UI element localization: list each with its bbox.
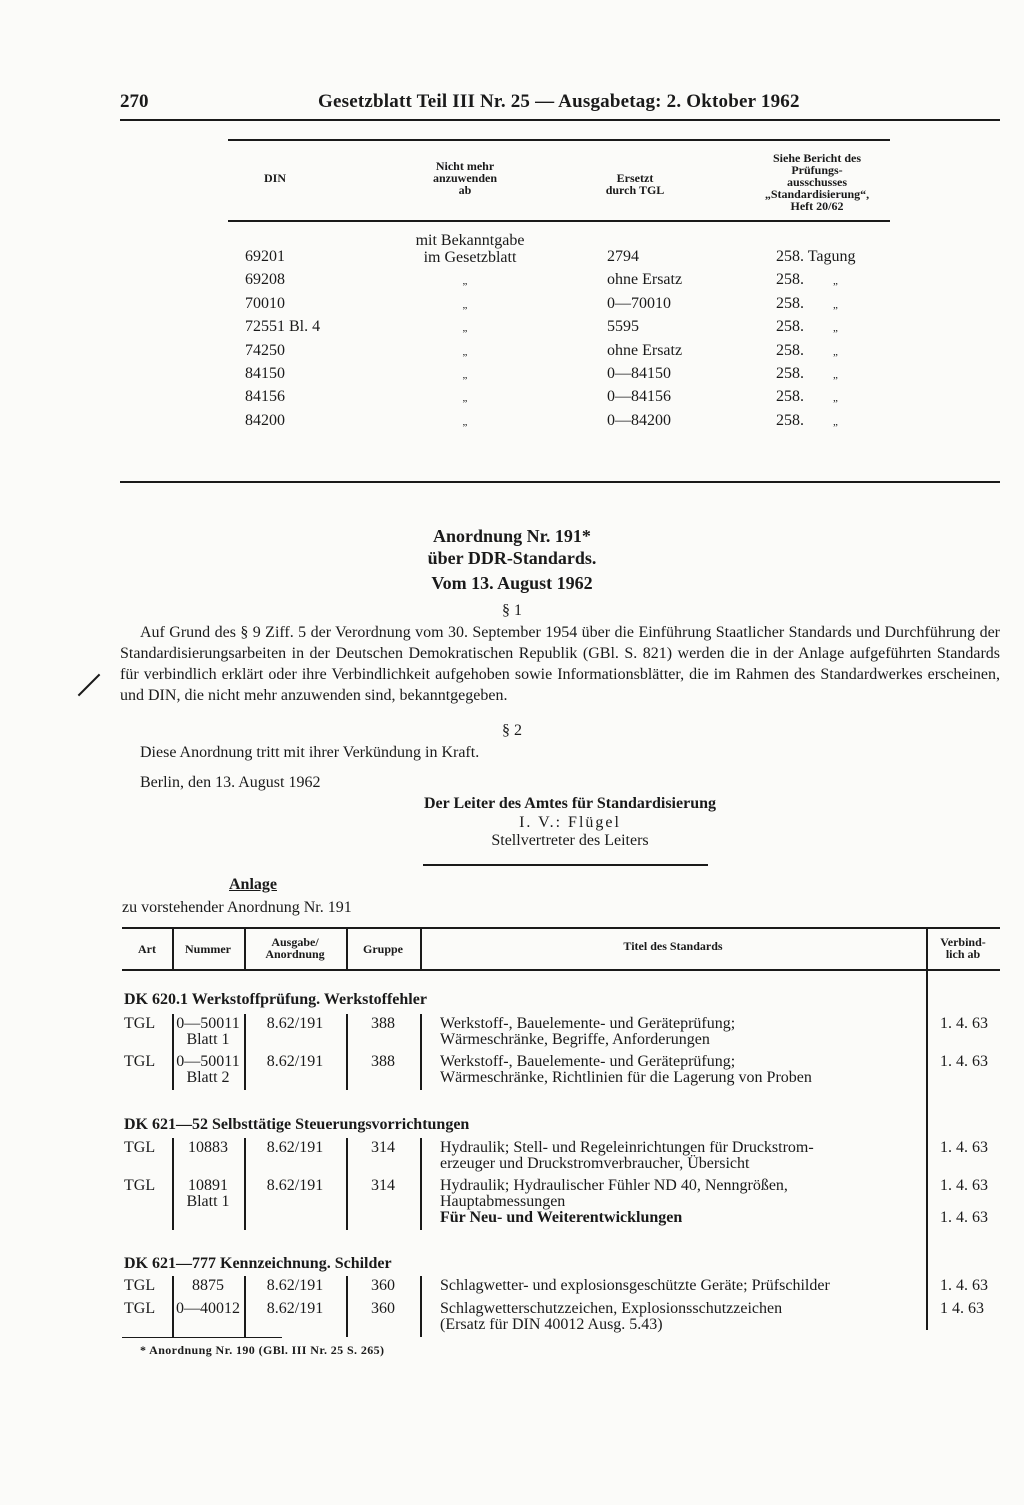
anlage-table-top-rule bbox=[122, 927, 1000, 929]
valid-from: 1. 4. 63 bbox=[940, 1139, 988, 1156]
ditto-mark: „ bbox=[833, 322, 838, 335]
group-title: DK 621—52 Selbsttätige Steuerungsvorrichtungen bbox=[124, 1116, 470, 1133]
din-report: 258. Tagung bbox=[776, 248, 856, 265]
header-titel: Titel des Standards bbox=[623, 939, 723, 953]
din-report: 258. bbox=[776, 365, 804, 382]
din-report: 258. bbox=[776, 271, 804, 289]
number-line: Blatt 2 bbox=[186, 1069, 230, 1086]
din-number: 84150 bbox=[245, 365, 285, 382]
header-line: anzuwenden bbox=[432, 171, 497, 185]
title-line: Werkstoff-, Bauelemente- und Geräteprüfung; bbox=[440, 1053, 736, 1070]
standard-number bbox=[172, 1301, 244, 1317]
anordnung-date: Vom 13. August 1962 bbox=[431, 573, 593, 593]
signature-rule bbox=[423, 864, 708, 866]
number-line: Blatt 1 bbox=[186, 1193, 230, 1210]
number-line: 8875 bbox=[192, 1277, 224, 1294]
title-line: Wärmeschränke, Richtlinien für die Lagerung von Proben bbox=[440, 1069, 812, 1086]
din-replacement: 0—84150 bbox=[607, 365, 671, 382]
page-number: 270 bbox=[120, 91, 149, 112]
title-line: (Ersatz für DIN 40012 Ausg. 5.43) bbox=[440, 1316, 663, 1333]
din-number: 84156 bbox=[245, 388, 285, 406]
standard-title bbox=[440, 1178, 924, 1226]
section-2-heading: § 2 bbox=[502, 722, 522, 739]
ditto-mark: „ bbox=[462, 298, 468, 311]
header-line: Heft 20/62 bbox=[790, 199, 844, 213]
din-report: 258. bbox=[776, 341, 804, 359]
valid-from: 1. 4. 63 bbox=[940, 1053, 988, 1070]
standard-edition: 8.62/191 bbox=[266, 1139, 324, 1156]
standard-number bbox=[172, 1016, 244, 1048]
ditto-mark: „ bbox=[833, 415, 838, 428]
din-number: 70010 bbox=[245, 294, 285, 312]
anordnung-subtitle: über DDR-Standards. bbox=[427, 548, 597, 568]
signer-name: I. V.: Flügel bbox=[519, 814, 621, 831]
standard-title bbox=[440, 1016, 924, 1048]
anlage-table-header-rule bbox=[122, 969, 1000, 971]
din-report: 258. bbox=[776, 388, 804, 406]
header-line: Siehe Bericht des bbox=[773, 151, 861, 165]
standard-group: 360 bbox=[371, 1277, 395, 1294]
standard-number bbox=[172, 1054, 244, 1086]
din-number: 74250 bbox=[245, 341, 285, 359]
title-line: Werkstoff-, Bauelemente- und Geräteprüfung; bbox=[440, 1015, 736, 1032]
ditto-mark: „ bbox=[833, 392, 838, 405]
din-replacement: ohne Ersatz bbox=[607, 271, 683, 289]
header-nummer: Nummer bbox=[185, 942, 231, 956]
header-line: Ersetzt bbox=[616, 171, 654, 185]
standard-title bbox=[440, 1054, 924, 1086]
valid-from: 1. 4. 63 bbox=[940, 1015, 988, 1032]
col-divider bbox=[420, 1276, 422, 1337]
header-line: Nicht mehr bbox=[435, 159, 495, 173]
title-line: erzeuger und Druckstromverbraucher, Übersicht bbox=[440, 1155, 750, 1172]
din-replacement: ohne Ersatz bbox=[607, 341, 683, 359]
title-line: Wärmeschränke, Begriffe, Anforderungen bbox=[440, 1031, 710, 1048]
header-line: ausschusses bbox=[786, 175, 848, 189]
standard-edition: 8.62/191 bbox=[266, 1015, 324, 1032]
din-replacement: 0—70010 bbox=[607, 294, 671, 312]
header-line: „Standardisierung“, bbox=[764, 187, 870, 201]
ditto-mark: „ bbox=[833, 298, 838, 311]
standard-type: TGL bbox=[124, 1300, 156, 1317]
din-header-nicht-mehr bbox=[405, 160, 525, 196]
title-line: Hydraulik; Stell- und Regeleinrichtungen für Druckstrom- bbox=[440, 1139, 814, 1156]
standard-type: TGL bbox=[124, 1139, 156, 1156]
din-replacement: 0—84156 bbox=[607, 388, 671, 406]
ditto-mark: „ bbox=[462, 345, 468, 358]
valid-from: 1. 4. 63 bbox=[940, 1209, 988, 1226]
col-divider bbox=[420, 1014, 422, 1090]
margin-slash-mark bbox=[78, 674, 101, 697]
number-line: 10891 bbox=[188, 1177, 228, 1194]
din-replacement: 2794 bbox=[607, 248, 639, 265]
footnote-rule bbox=[122, 1337, 282, 1338]
section-1-text: Auf Grund des § 9 Ziff. 5 der Verordnung vom 30. September 1954 über die Einführung Staatlicher Standards und Durchführung der Standardisierungsarbeiten in der Deutschen Demokratischen Republik (GBl. S. 821) werden die in der Anlage aufgeführten Standards für verbindlich erklärt oder ihre Verbindlichkeit aufgehoben sowie Informationsblätter, die im Rahmen des Standardwerkes erscheinen, und DIN, die nicht mehr anzuwenden sind, bekanntgegeben. bbox=[120, 624, 1000, 704]
standard-group: 314 bbox=[371, 1177, 395, 1194]
valid-from: 1. 4. 63 bbox=[940, 1177, 988, 1194]
anlage-subtitle: zu vorstehender Anordnung Nr. 191 bbox=[122, 899, 352, 916]
din-table-top-rule bbox=[228, 139, 890, 141]
standard-group: 314 bbox=[371, 1139, 395, 1156]
standard-title bbox=[440, 1278, 924, 1294]
standard-number bbox=[172, 1140, 244, 1156]
number-line: Blatt 1 bbox=[186, 1031, 230, 1048]
number-line: 10883 bbox=[188, 1139, 228, 1156]
ditto-mark: „ bbox=[462, 415, 468, 428]
anordnung-title: Anordnung Nr. 191* bbox=[433, 526, 591, 546]
section-1-heading: § 1 bbox=[502, 602, 522, 619]
footnote: * Anordnung Nr. 190 (GBl. III Nr. 25 S. 265) bbox=[140, 1343, 385, 1357]
header-ausgabe bbox=[244, 936, 346, 960]
header-gruppe: Gruppe bbox=[362, 942, 403, 956]
standard-title bbox=[440, 1301, 924, 1333]
anlage-title: Anlage bbox=[229, 876, 277, 893]
ditto-mark: „ bbox=[833, 345, 838, 358]
section-2-text: Diese Anordnung tritt mit ihrer Verkündung in Kraft. bbox=[140, 744, 480, 761]
din-report: 258. bbox=[776, 318, 804, 336]
din-replacement: 0—84200 bbox=[607, 411, 671, 429]
standard-group: 388 bbox=[371, 1015, 395, 1032]
ditto-mark: „ bbox=[833, 275, 838, 288]
din-number: 69201 bbox=[245, 248, 285, 265]
din-number: 72551 Bl. 4 bbox=[245, 318, 321, 336]
number-line: 0—50011 bbox=[176, 1053, 240, 1070]
din-replacement: 5595 bbox=[607, 318, 639, 336]
standard-group: 388 bbox=[371, 1053, 395, 1070]
signer-title: Der Leiter des Amtes für Standardisierung bbox=[424, 795, 716, 812]
valid-from: 1. 4. 63 bbox=[940, 1277, 988, 1294]
ditto-mark: „ bbox=[462, 392, 468, 405]
din-header-bericht bbox=[752, 152, 882, 212]
din-report: 258. bbox=[776, 411, 804, 429]
group-title: DK 621—777 Kennzeichnung. Schilder bbox=[124, 1255, 392, 1272]
din-first-valid-from bbox=[390, 232, 550, 266]
group-title: DK 620.1 Werkstoffprüfung. Werkstoffehler bbox=[124, 991, 427, 1008]
ditto-mark: „ bbox=[462, 322, 468, 335]
ditto-mark: „ bbox=[462, 275, 468, 288]
din-report: 258. bbox=[776, 294, 804, 312]
header-line: ab bbox=[458, 183, 472, 197]
ditto-mark: „ bbox=[462, 369, 468, 381]
header-verbindlich bbox=[926, 936, 1000, 960]
standard-type: TGL bbox=[124, 1015, 156, 1032]
valid-from: 1 4. 63 bbox=[940, 1300, 984, 1317]
header-rule bbox=[120, 119, 1000, 121]
standard-title bbox=[440, 1140, 924, 1172]
title-line: Hydraulik; Hydraulischer Fühler ND 40, Nenngrößen, bbox=[440, 1177, 788, 1194]
header-line: Ausgabe/ bbox=[271, 935, 319, 949]
din-number: 69208 bbox=[245, 271, 285, 289]
header-line: lich ab bbox=[945, 947, 981, 961]
standard-number bbox=[172, 1178, 244, 1210]
standard-number bbox=[172, 1278, 244, 1294]
valid-line: mit Bekanntgabe bbox=[415, 232, 525, 249]
din-header-ersetzt bbox=[585, 172, 685, 196]
col-divider bbox=[420, 1138, 422, 1230]
page-header-title: Gesetzblatt Teil III Nr. 25 — Ausgabetag: 2. Oktober 1962 bbox=[318, 91, 800, 112]
standard-type: TGL bbox=[124, 1177, 156, 1194]
signer-role: Stellvertreter des Leiters bbox=[491, 832, 649, 849]
title-line: Schlagwetterschutzzeichen, Explosionsschutzzeichen bbox=[440, 1300, 783, 1317]
standard-type: TGL bbox=[124, 1053, 156, 1070]
title-line-bold: Für Neu- und Weiterentwicklungen bbox=[440, 1209, 683, 1226]
din-number: 84200 bbox=[245, 411, 285, 429]
place-date: Berlin, den 13. August 1962 bbox=[140, 774, 321, 791]
standard-edition: 8.62/191 bbox=[266, 1300, 324, 1317]
number-line: 0—50011 bbox=[176, 1015, 240, 1032]
header-line: Anordnung bbox=[265, 947, 325, 961]
standard-edition: 8.62/191 bbox=[266, 1053, 324, 1070]
din-header-din: DIN bbox=[263, 171, 286, 185]
header-line: Verbind- bbox=[940, 935, 986, 949]
header-line: Prüfungs- bbox=[791, 163, 843, 177]
din-table-header-rule bbox=[228, 220, 890, 222]
din-section-end-rule bbox=[120, 481, 1000, 483]
ditto-mark: „ bbox=[833, 369, 838, 381]
standard-type: TGL bbox=[124, 1277, 156, 1294]
standard-edition: 8.62/191 bbox=[266, 1277, 324, 1294]
standard-edition: 8.62/191 bbox=[266, 1177, 324, 1194]
valid-line: im Gesetzblatt bbox=[423, 249, 517, 266]
number-line: 0—40012 bbox=[176, 1300, 240, 1317]
title-line: Schlagwetter- und explosionsgeschützte Geräte; Prüfschilder bbox=[440, 1277, 830, 1294]
title-line: Hauptabmessungen bbox=[440, 1193, 566, 1210]
header-line: durch TGL bbox=[605, 183, 665, 197]
col-divider bbox=[926, 969, 928, 1330]
standard-group: 360 bbox=[371, 1300, 395, 1317]
header-art: Art bbox=[138, 942, 156, 956]
